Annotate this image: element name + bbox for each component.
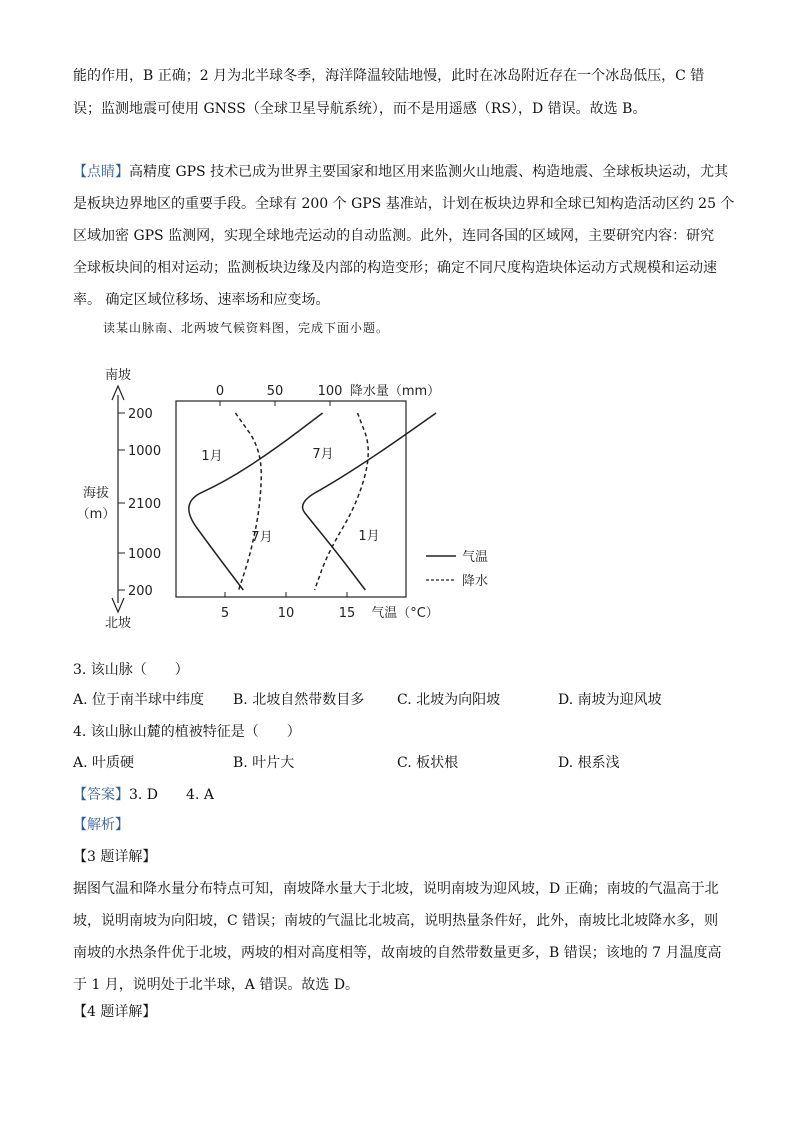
detail-3-line-2: 坡，说明南坡为向阳坡，C 错误；南坡的气温比北坡高，说明热量条件好，此外，南坡比北坡降水多，则 bbox=[73, 913, 719, 929]
altitude-axis-label: 海拔 bbox=[82, 486, 110, 501]
detail-3-line-1: 据图气温和降水量分布特点可知，南坡降水量大于北坡，说明南坡为迎风坡，D 正确；南坡的气温高于北 bbox=[73, 881, 719, 897]
commentary-line-4: 全球板块间的相对运动；监测板块边缘及内部的构造变形；确定不同尺度构造块体运动方式规模和运动速 bbox=[73, 260, 717, 276]
question-3-option-a[interactable]: A. 位于南半球中纬度 bbox=[73, 692, 205, 708]
altitude-tick-label: 1000 bbox=[128, 547, 162, 562]
commentary-tag: 【点睛】 bbox=[73, 164, 129, 180]
question-3-option-c[interactable]: C. 北坡为向阳坡 bbox=[397, 692, 501, 708]
detail-3-line-4: 于 1 月，说明处于北半球，A 错误。故选 D。 bbox=[73, 977, 360, 993]
commentary-line-3: 区域加密 GPS 监测网，实现全球地壳运动的自动监测。此外，连同各国的区域网，主要研究内容：研究 bbox=[73, 228, 715, 244]
bottom-tick-label: 10 bbox=[277, 606, 295, 621]
series-annotation: 7月 bbox=[251, 530, 273, 545]
detail-3-tag: 【3 题详解】 bbox=[73, 849, 157, 865]
detail-3-line-3: 南坡的水热条件优于北坡，两坡的相对高度相等，故南坡的自然带数量更多，B 错误；该地的 7 月温度高 bbox=[73, 945, 722, 961]
legend-temperature: 气温 bbox=[462, 550, 489, 565]
altitude-tick-label: 2100 bbox=[128, 497, 162, 512]
south-slope-label: 南坡 bbox=[104, 368, 132, 383]
bottom-tick-label: 15 bbox=[338, 606, 356, 621]
series-line-0 bbox=[189, 413, 323, 590]
series-line-2 bbox=[235, 413, 261, 590]
altitude-axis-arrow-down bbox=[112, 598, 124, 612]
question-3-option-b[interactable]: B. 北坡自然带数目多 bbox=[233, 692, 365, 708]
series-annotation: 1月 bbox=[201, 449, 223, 464]
commentary-line-2: 是板块边界地区的重要手段。全球有 200 个 GPS 基准站，计划在板块边界和全球已知构造活动区约 25 个 bbox=[73, 196, 735, 212]
question-4-option-a[interactable]: A. 叶质硬 bbox=[73, 755, 135, 771]
commentary-text: 高精度 GPS 技术已成为世界主要国家和地区用来监测火山地震、构造地震、全球板块运动，尤其 bbox=[129, 164, 729, 180]
series-line-1 bbox=[303, 413, 436, 590]
question-4-option-b[interactable]: B. 叶片大 bbox=[233, 755, 295, 771]
series-annotation: 1月 bbox=[358, 529, 380, 544]
top-tick-label: 100 bbox=[317, 384, 343, 399]
question-3-option-d[interactable]: D. 南坡为迎风坡 bbox=[558, 692, 662, 708]
altitude-tick-label: 1000 bbox=[128, 444, 162, 459]
bottom-axis-label: 气温（°C） bbox=[371, 606, 439, 621]
answer-tag: 【答案】 bbox=[73, 787, 129, 803]
commentary-line-1 bbox=[73, 162, 728, 182]
top-axis-label: 降水量（mm） bbox=[349, 384, 441, 399]
question-3-stem: 3. 该山脉（ ） bbox=[73, 662, 189, 678]
answer-line bbox=[73, 785, 214, 805]
commentary-line-5: 率。 确定区域位移场、速率场和应变场。 bbox=[73, 292, 330, 308]
altitude-axis-unit: （m） bbox=[76, 507, 116, 522]
series-line-3 bbox=[315, 413, 369, 590]
series-annotation: 7月 bbox=[312, 447, 334, 462]
question-4-option-d[interactable]: D. 根系浅 bbox=[558, 755, 620, 771]
altitude-axis-arrow-up bbox=[112, 386, 124, 400]
analysis-tag: 【解析】 bbox=[73, 817, 129, 833]
prev-explanation-line-1: 能的作用，B 正确；2 月为北半球冬季，海洋降温较陆地慢，此时在冰岛附近存在一个冰岛低压，C 错 bbox=[73, 68, 705, 84]
plot-frame bbox=[176, 401, 406, 597]
intro-text: 读某山脉南、北两坡气候资料图，完成下面小题。 bbox=[103, 321, 390, 335]
top-tick-label: 0 bbox=[215, 384, 225, 399]
north-slope-label: 北坡 bbox=[104, 616, 132, 631]
question-4-option-c[interactable]: C. 板状根 bbox=[397, 755, 459, 771]
top-tick-label: 50 bbox=[266, 384, 284, 399]
detail-4-tag: 【4 题详解】 bbox=[73, 1004, 157, 1020]
answer-text: 3. D 4. A bbox=[129, 787, 214, 803]
altitude-tick-label: 200 bbox=[128, 407, 153, 422]
bottom-tick-label: 5 bbox=[220, 606, 230, 621]
altitude-tick-label: 200 bbox=[128, 584, 153, 599]
legend-precipitation: 降水 bbox=[462, 574, 489, 589]
prev-explanation-line-2: 误；监测地震可使用 GNSS（全球卫星导航系统），而不是用遥感（RS），D 错误。故选 B。 bbox=[73, 101, 647, 117]
question-4-stem: 4. 该山脉山麓的植被特征是（ ） bbox=[73, 724, 301, 740]
